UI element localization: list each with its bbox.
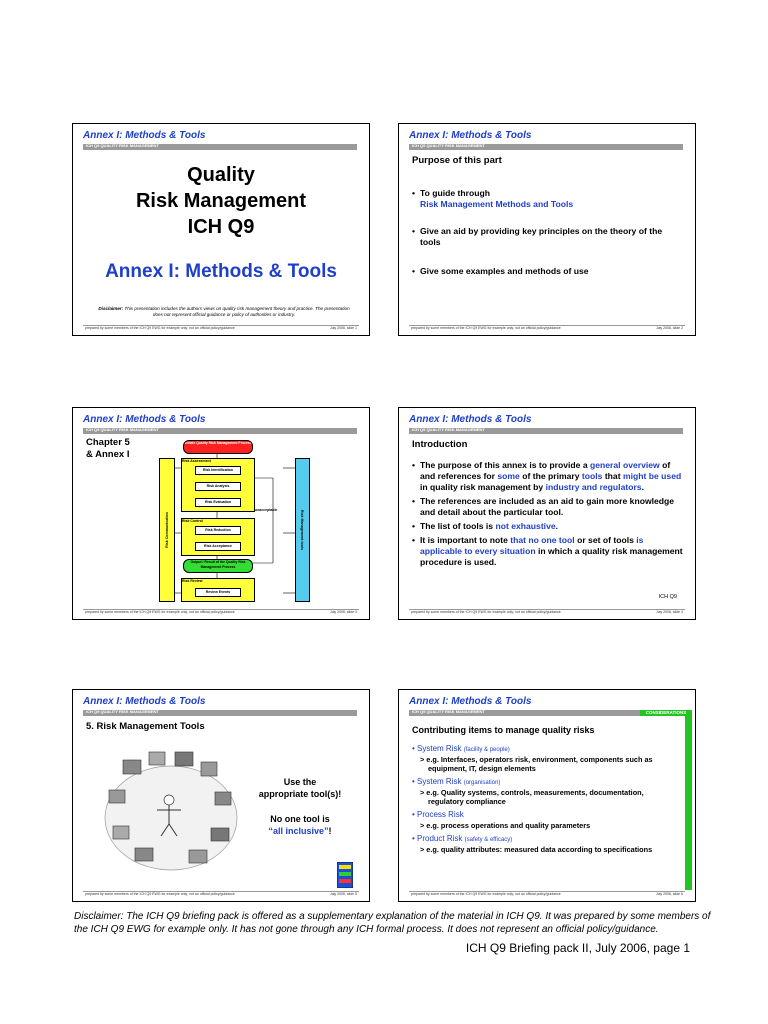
tools-illustration <box>93 740 243 880</box>
bullet-item <box>412 188 683 210</box>
risk-identification-box: Risk Identification <box>195 466 241 475</box>
slide-footer <box>409 609 685 616</box>
risk-note: (organisation) <box>463 780 501 786</box>
footer-left: prepared by some members of the ICH Q9 EWG for example only; not an official policy/guidance <box>411 610 561 614</box>
considerations-tag: CONSIDERATIONS <box>640 710 692 716</box>
risk-reduction-box: Risk Reduction <box>195 526 241 535</box>
disclaimer-text: This presentation includes the authors views on quality risk management theory and practice. The presentation does not represent official guidance or policy of authorities or industry. <box>124 306 350 317</box>
slide-4 <box>398 407 696 620</box>
risk-item <box>412 777 681 806</box>
heading-line-2: & Annex I <box>86 449 130 460</box>
slide-header: Annex I: Methods & Tools <box>83 414 206 425</box>
risk-title: System Risk <box>417 744 462 753</box>
slide-bar <box>83 144 357 150</box>
risk-acceptance-box: Risk Acceptance <box>195 542 241 551</box>
review-events-box: Review Events <box>195 588 241 597</box>
page-disclaimer: Disclaimer: The ICH Q9 briefing pack is offered as a supplementary explanation of the material in ICH Q9. It was prepared by some members of the ICH Q9 EWG for example only. It has not gone through any ICH formal process. It does not represent an official policy/guidance. <box>74 911 711 935</box>
risk-note: (facility & people) <box>463 747 510 753</box>
footer-left: prepared by some members of the ICH Q9 EWG for example only; not an official policy/guidance <box>85 892 235 896</box>
page-footer: ICH Q9 Briefing pack II, July 2006, page 1 <box>465 941 690 955</box>
bullet-item <box>412 521 683 532</box>
risk-detail: e.g. quality attributes: measured data according to specifications <box>426 845 653 854</box>
text: It is important to note <box>420 535 511 545</box>
risk-communication-label: Risk Communication <box>165 512 169 548</box>
slide-bar <box>409 144 683 150</box>
slide-footer <box>409 891 685 898</box>
slide-title <box>73 162 369 240</box>
footer-right: July 2006, slide 5 <box>329 892 357 896</box>
slide-footer <box>83 325 359 332</box>
bullet-text: Give an aid by providing key principles on the theory of the tools <box>420 226 663 247</box>
output-node: Output / Result of the Quality Risk Management Process <box>183 559 253 573</box>
risk-review-label: Risk Review <box>182 579 203 583</box>
slide-header: Annex I: Methods & Tools <box>409 696 532 707</box>
text-blue: some <box>497 471 520 481</box>
risk-detail: e.g. Quality systems, controls, measurements, documentation, regulatory compliance <box>426 788 644 806</box>
footer-left: prepared by some members of the ICH Q9 EWG for example only; not an official policy/guidance <box>85 610 235 614</box>
footer-left: prepared by some members of the ICH Q9 EWG for example only; not an official policy/guidance <box>411 326 561 330</box>
text: The purpose of this annex is to provide a <box>420 460 590 470</box>
bullet-item <box>412 535 683 568</box>
risk-title: Product Risk <box>417 834 463 843</box>
risk-tools-label: Risk Management tools <box>300 509 304 551</box>
text: of and references for <box>420 460 671 481</box>
risk-item-title: • Process Risk <box>412 810 464 819</box>
text: . <box>555 521 559 531</box>
heading-line-1: Chapter 5 <box>86 437 130 448</box>
no-tool-text <box>245 813 355 837</box>
slide-6 <box>398 689 696 902</box>
bar-text: ICH Q9 QUALITY RISK MANAGEMENT <box>86 143 159 148</box>
slide-header: Annex I: Methods & Tools <box>409 414 532 425</box>
risk-items <box>412 744 681 854</box>
risk-communication-bar <box>159 458 175 602</box>
slide-disclaimer <box>93 306 355 318</box>
text-blue: “all inclusive” <box>268 826 329 836</box>
text-blue: tools <box>581 471 603 481</box>
use-tool-text <box>245 776 355 800</box>
text: of the primary <box>519 471 582 481</box>
bullet-item <box>412 496 683 518</box>
text-blue: industry and regulators <box>545 482 642 492</box>
slide-heading: Purpose of this part <box>412 155 502 166</box>
footer-right: July 2006, slide 6 <box>655 892 683 896</box>
risk-evaluation-box: Risk Evaluation <box>195 498 241 507</box>
bar-text: ICH Q9 QUALITY RISK MANAGEMENT <box>86 709 159 714</box>
risk-item-title: • System Risk (facility & people) <box>412 744 510 753</box>
risk-item-detail: > e.g. process operations and quality parameters <box>420 821 591 830</box>
risk-item-detail: > e.g. quality attributes: measured data according to specifications <box>420 845 653 854</box>
bullet-item <box>412 460 683 493</box>
text: in which a quality risk management procedure is used. <box>420 546 683 567</box>
slide-heading: 5. Risk Management Tools <box>86 721 205 732</box>
footer-right: July 2006, slide 4 <box>655 610 683 614</box>
title-line-2: Risk Management <box>135 190 307 212</box>
risk-tools-bar <box>295 458 310 602</box>
risk-item <box>412 744 681 773</box>
slide-5 <box>72 689 370 902</box>
slide-footer <box>83 609 359 616</box>
footer-right: July 2006, slide 1 <box>329 326 357 330</box>
text-blue: general overview <box>590 460 660 470</box>
text-blue: might be used <box>622 471 682 481</box>
slide-3 <box>72 407 370 620</box>
initiate-node: Initiate Quality Risk Management Process <box>183 440 253 454</box>
risk-item-detail: > e.g. Quality systems, controls, measurements, documentation, regulatory compliance <box>420 788 644 806</box>
risk-detail: e.g. process operations and quality parameters <box>426 821 591 830</box>
slide-header: Annex I: Methods & Tools <box>83 130 206 141</box>
text-blue: not exhaustive <box>495 521 556 531</box>
risk-title: Process Risk <box>417 810 464 819</box>
risk-assessment-label: Risk Assessment <box>182 459 211 463</box>
text: appropriate tool(s)! <box>258 789 342 799</box>
slide-bar <box>83 710 357 716</box>
slide-subtitle: Annex I: Methods & Tools <box>105 261 337 282</box>
slide-footer <box>409 325 685 332</box>
slide-heading: Contributing items to manage quality risks <box>412 725 595 735</box>
risk-item-detail: > e.g. Interfaces, operators risk, environment, components such as equipment, IT, design elements <box>420 755 653 773</box>
bullet-text: Give some examples and methods of use <box>420 266 589 276</box>
bullet-item <box>412 266 683 277</box>
slide-bar <box>409 428 683 434</box>
qrm-flowchart <box>153 438 313 606</box>
disclaimer-label: Disclaimer: <box>98 306 124 311</box>
tools-logo-icon <box>337 862 353 888</box>
text: The list of tools is <box>420 521 496 531</box>
slide-header: Annex I: Methods & Tools <box>83 696 206 707</box>
bar-text: ICH Q9 QUALITY RISK MANAGEMENT <box>412 709 485 714</box>
risk-detail: e.g. Interfaces, operators risk, environment, components such as equipment, IT, design elements <box>426 755 653 773</box>
unacceptable-label: unacceptable <box>255 508 278 512</box>
text: ! <box>328 826 332 836</box>
title-line-3: ICH Q9 <box>187 216 255 238</box>
risk-control-label: Risk Control <box>182 519 203 523</box>
text: that <box>602 471 623 481</box>
footer-left: prepared by some members of the ICH Q9 EWG for example only; not an official policy/guidance <box>85 326 235 330</box>
title-line-1: Quality <box>187 164 255 186</box>
risk-item-title: • System Risk (organisation) <box>412 777 501 786</box>
text-blue: that no one tool <box>510 535 575 545</box>
bar-text: ICH Q9 QUALITY RISK MANAGEMENT <box>86 427 159 432</box>
text: or set of tools <box>574 535 637 545</box>
slide-heading <box>86 437 130 461</box>
text: in quality risk management by <box>420 482 546 492</box>
text: . <box>641 482 644 492</box>
bullet-item <box>412 226 683 248</box>
risk-item-title: • Product Risk (safety & efficacy) <box>412 834 513 843</box>
footer-right: July 2006, slide 3 <box>329 610 357 614</box>
risk-note: (safety & efficacy) <box>464 837 513 843</box>
footer-left: prepared by some members of the ICH Q9 EWG for example only; not an official policy/guidance <box>411 892 561 896</box>
risk-title: System Risk <box>417 777 462 786</box>
bar-text: ICH Q9 QUALITY RISK MANAGEMENT <box>412 427 485 432</box>
text: The references are included as an aid to gain more knowledge and detail about the particular tool. <box>420 496 675 517</box>
text: No one tool is <box>270 814 330 824</box>
bullet-text-blue: Risk Management Methods and Tools <box>420 199 574 209</box>
slide-2 <box>398 123 696 336</box>
slide-bar <box>83 428 357 434</box>
text: Use the <box>283 777 317 787</box>
bar-text: ICH Q9 QUALITY RISK MANAGEMENT <box>412 143 485 148</box>
text-blue: is applicable to every situation <box>420 535 644 556</box>
risk-analysis-box: Risk Analysis <box>195 482 241 491</box>
bullet-text: To guide through <box>420 188 491 198</box>
slide-footer <box>83 891 359 898</box>
source-label: ICH Q9 <box>658 594 677 600</box>
slide-1 <box>72 123 370 336</box>
risk-item <box>412 834 681 854</box>
bullet-list <box>412 188 683 277</box>
considerations-stripe <box>685 716 692 890</box>
footer-right: July 2006, slide 2 <box>655 326 683 330</box>
risk-item <box>412 810 681 830</box>
slide-header: Annex I: Methods & Tools <box>409 130 532 141</box>
bullet-list <box>412 460 683 568</box>
slide-heading: Introduction <box>412 439 468 450</box>
